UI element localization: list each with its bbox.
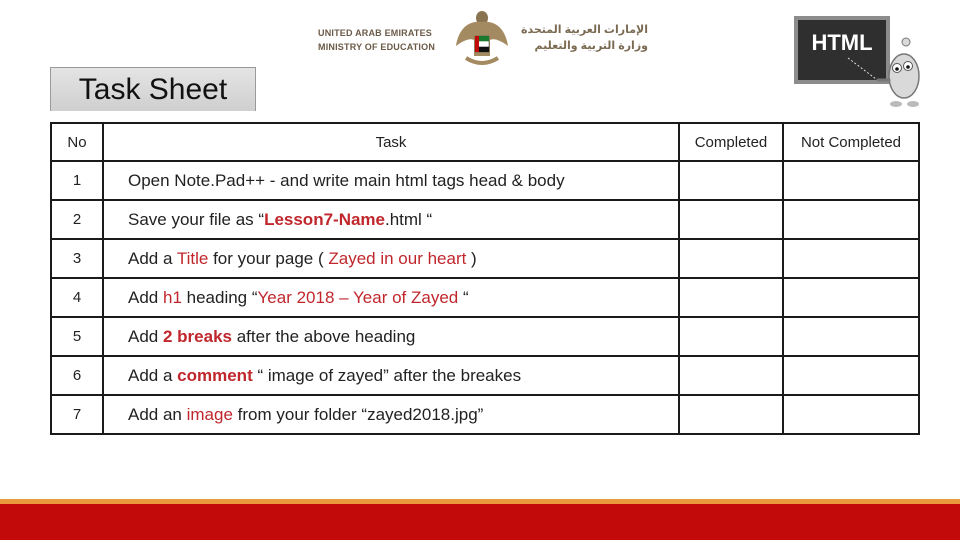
task-text: ) <box>466 248 477 268</box>
task-highlight-text: Zayed in our heart <box>328 248 467 268</box>
page-title: Task Sheet <box>50 67 256 111</box>
table-row <box>51 395 919 434</box>
footer-band <box>0 504 960 540</box>
completed-cell[interactable] <box>679 395 783 434</box>
ministry-name-en-line1: UNITED ARAB EMIRATES <box>318 28 432 38</box>
completed-cell[interactable] <box>679 356 783 395</box>
task-text: Add <box>128 326 163 346</box>
task-description <box>103 317 679 356</box>
ministry-name-ar-line2: وزارة التربية والتعليم <box>534 40 648 52</box>
not-completed-cell[interactable] <box>783 278 919 317</box>
task-number: 3 <box>51 239 103 278</box>
task-number: 7 <box>51 395 103 434</box>
table-row <box>51 161 919 200</box>
ministry-logo <box>318 6 648 70</box>
task-text: “ image of zayed” after the breakes <box>252 365 522 385</box>
task-text: Open Note.Pad++ - and write main html tags head & body <box>128 170 565 190</box>
ministry-name-ar <box>518 22 648 54</box>
completed-cell[interactable] <box>679 239 783 278</box>
not-completed-cell[interactable] <box>783 317 919 356</box>
task-highlight-text: comment <box>177 365 253 385</box>
task-table <box>50 122 920 435</box>
not-completed-cell[interactable] <box>783 356 919 395</box>
task-text: .html “ <box>385 209 433 229</box>
header-completed: Completed <box>679 123 783 161</box>
header-task: Task <box>103 123 679 161</box>
task-description <box>103 278 679 317</box>
ministry-name-en-line2: MINISTRY OF EDUCATION <box>318 42 436 52</box>
not-completed-cell[interactable] <box>783 395 919 434</box>
html-board-illustration <box>792 14 924 118</box>
task-number: 1 <box>51 161 103 200</box>
task-description <box>103 200 679 239</box>
task-text: Save your file as “ <box>128 209 265 229</box>
completed-cell[interactable] <box>679 317 783 356</box>
task-highlight-text: h1 <box>162 287 182 307</box>
not-completed-cell[interactable] <box>783 200 919 239</box>
task-highlight-text: Title <box>176 248 209 268</box>
not-completed-cell[interactable] <box>783 239 919 278</box>
task-text: heading “ <box>181 287 258 307</box>
task-number: 6 <box>51 356 103 395</box>
ministry-name-ar-line1: الإمارات العربية المتحدة <box>521 24 648 36</box>
task-number: 2 <box>51 200 103 239</box>
task-text: after the above heading <box>231 326 416 346</box>
falcon-emblem-icon <box>452 6 512 70</box>
task-text: “ <box>458 287 469 307</box>
task-text: Add <box>128 287 163 307</box>
task-number: 4 <box>51 278 103 317</box>
table-row <box>51 239 919 278</box>
header-not-completed: Not Completed <box>783 123 919 161</box>
task-highlight-text: Year 2018 – Year of Zayed <box>257 287 459 307</box>
task-text: Add an <box>128 404 187 424</box>
task-text: Add a <box>128 248 177 268</box>
completed-cell[interactable] <box>679 200 783 239</box>
task-number: 5 <box>51 317 103 356</box>
completed-cell[interactable] <box>679 161 783 200</box>
table-row <box>51 356 919 395</box>
task-highlight-text: 2 breaks <box>162 326 232 346</box>
task-text: from your folder “zayed2018.jpg” <box>232 404 484 424</box>
task-text: for your page ( <box>208 248 329 268</box>
board-text: HTML <box>811 30 873 55</box>
task-description <box>103 161 679 200</box>
not-completed-cell[interactable] <box>783 161 919 200</box>
task-description <box>103 395 679 434</box>
table-row <box>51 278 919 317</box>
task-description <box>103 239 679 278</box>
task-highlight-text: image <box>186 404 233 424</box>
task-highlight-text: Lesson7-Name <box>264 209 385 229</box>
task-description <box>103 356 679 395</box>
task-text: Add a <box>128 365 178 385</box>
completed-cell[interactable] <box>679 278 783 317</box>
ministry-name-en <box>318 26 448 54</box>
header-no: No <box>51 123 103 161</box>
table-row <box>51 317 919 356</box>
table-header-row <box>51 123 919 161</box>
table-row <box>51 200 919 239</box>
